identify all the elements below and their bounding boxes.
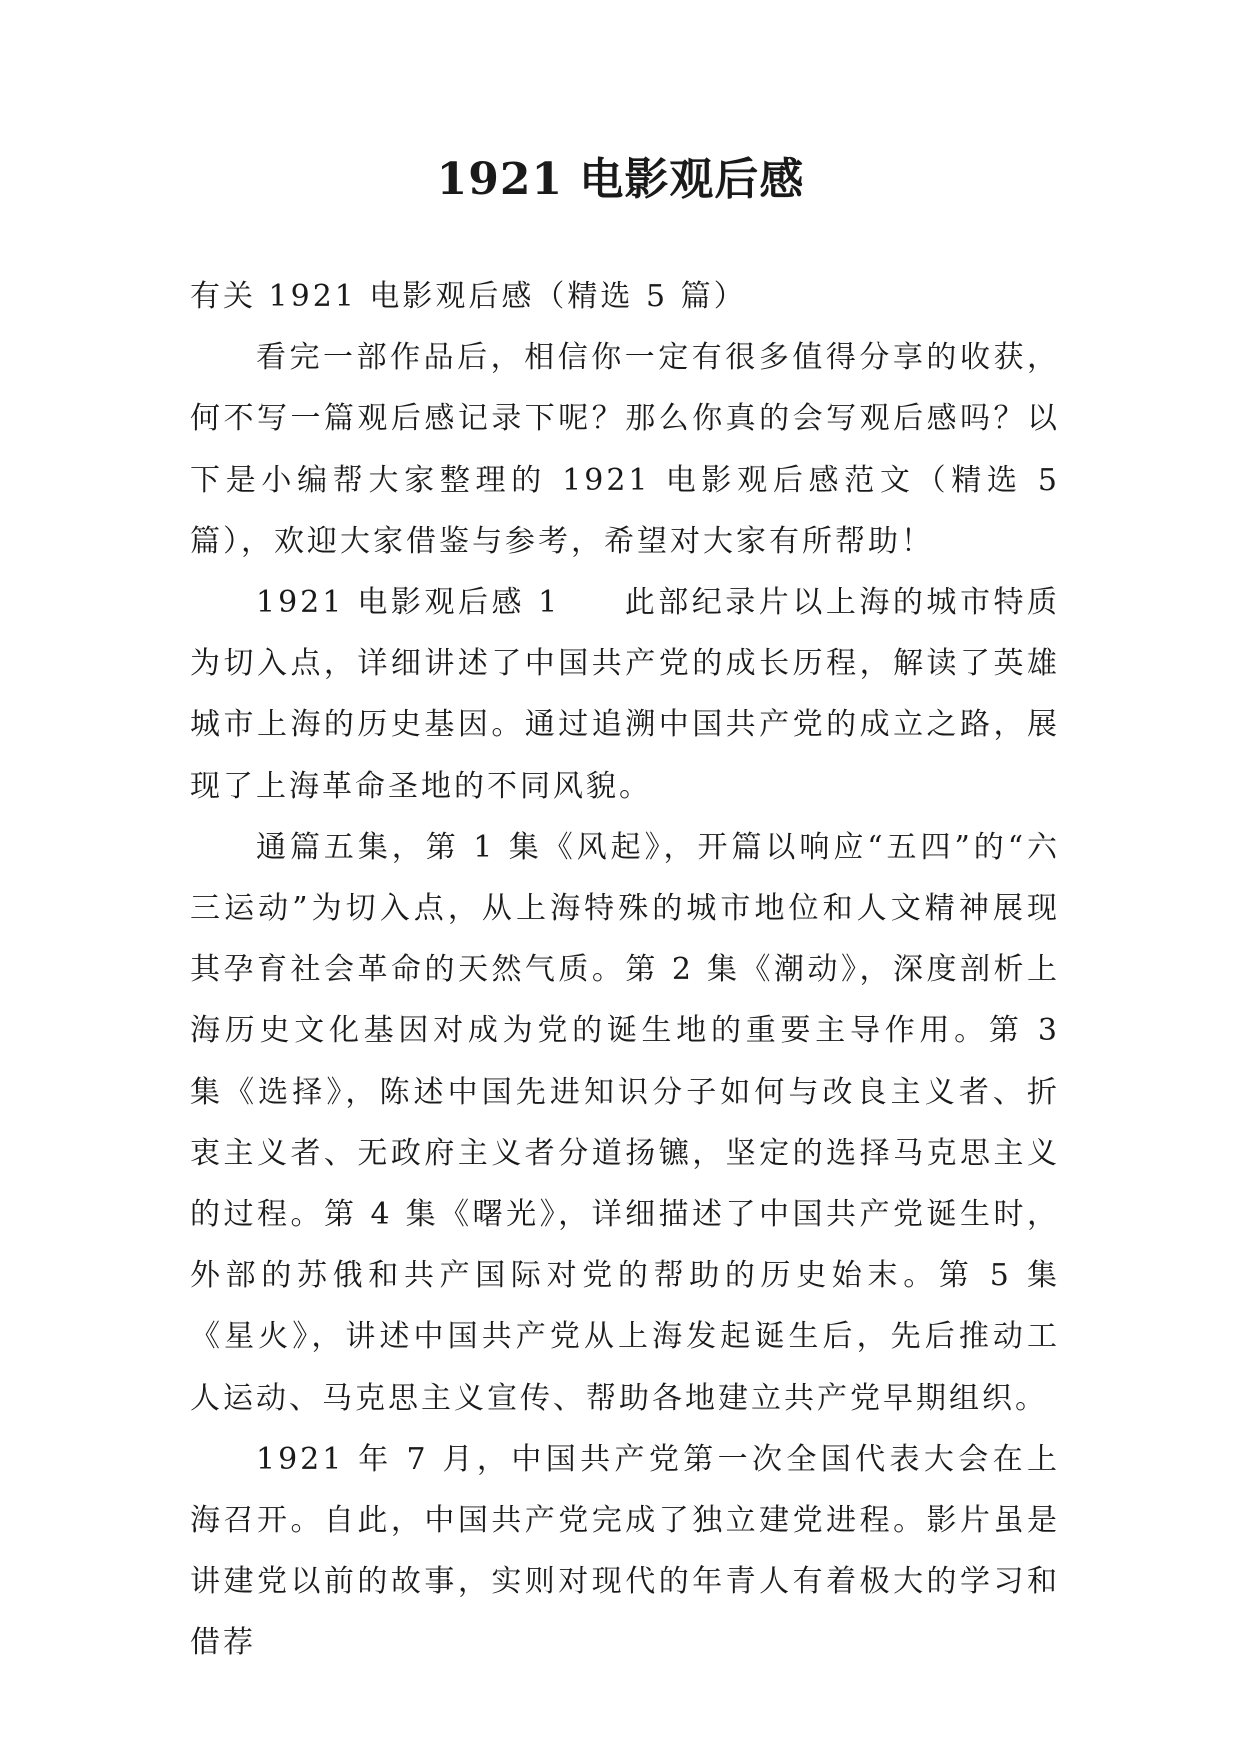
congress-paragraph: 1921 年 7 月，中国共产党第一次全国代表大会在上海召开。自此，中国共产党完成了独立建党进程。影片虽是讲建党以前的故事，实则对现代的年青人有着极大的学习和借荐 xyxy=(190,1441,1060,1661)
episodes-paragraph: 通篇五集，第 1 集《风起》，开篇以响应“五四”的“六三运动”为切入点，从上海特殊的城市地位和人文精神展现其孕育社会革命的天然气质。第 2 集《潮动》，深度剖析上海历史文化基因对成为党的诞生地的重要主导作用。第 3 集《选择》，陈述中国先进知识分子如何与改良主义者、折衷主义者、无政府主义者分道扬镳，坚定的选择马克思主义的过程。第 4 集《曙光》，详细描述了中国共产党诞生时，外部的苏俄和共产国际对党的帮助的历史始末。第 5 集《星火》，讲述中国共产党从上海发起诞生后，先后推动工人运动、马克思主义宣传、帮助各地建立共产党早期组织。 xyxy=(190,829,1060,1416)
document-subtitle: 有关 1921 电影观后感（精选 5 篇） xyxy=(190,279,747,314)
section-1-text: 此部纪录片以上海的城市特质为切入点，详细讲述了中国共产党的成长历程，解读了英雄城市上海的历史基因。通过追溯中国共产党的成立之路，展现了上海革命圣地的不同风貌。 xyxy=(190,585,1061,804)
section-1-paragraph xyxy=(190,572,1060,817)
section-1-heading: 1921 电影观后感 1 xyxy=(256,585,561,621)
intro-paragraph: 看完一部作品后，相信你一定有很多值得分享的收获，何不写一篇观后感记录下呢？那么你真的会写观后感吗？以下是小编帮大家整理的 1921 电影观后感范文（精选 5 篇），欢迎大家借鉴与参考，希望对大家有所帮助！ xyxy=(190,340,1060,559)
document-title: 1921 电影观后感 xyxy=(436,154,805,205)
document-body xyxy=(190,266,1060,1674)
